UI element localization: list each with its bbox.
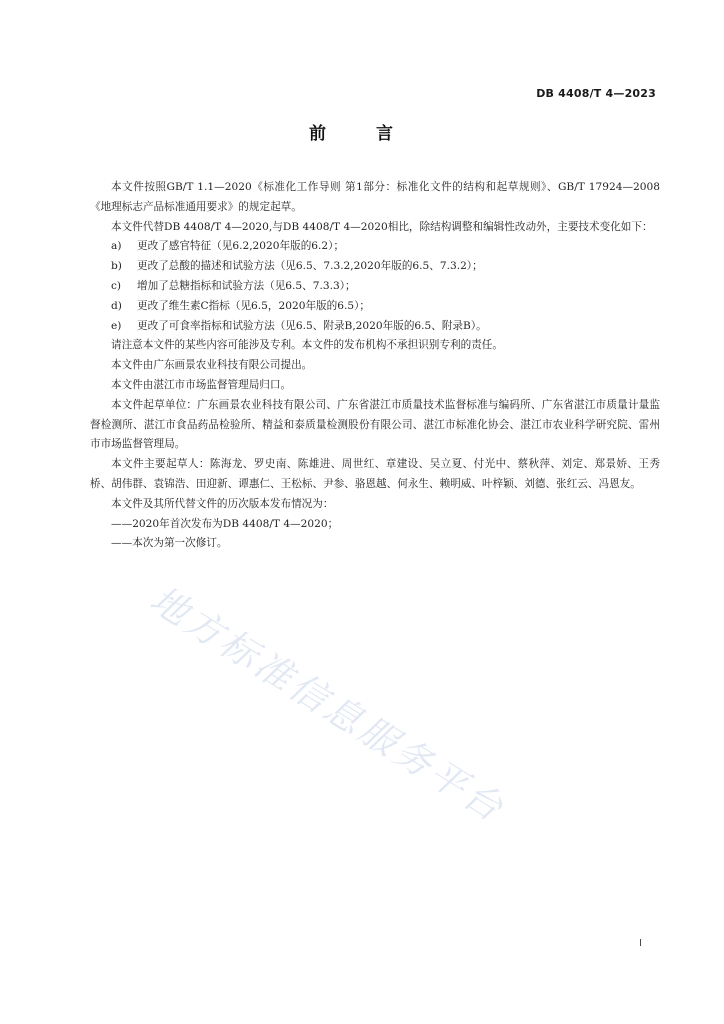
change-item-marker: e) — [111, 319, 122, 332]
change-item-text: 更改了维生素C指标（见6.5，2020年版的6.5）； — [137, 299, 370, 312]
page-number: I — [639, 938, 642, 949]
paragraph-proposer: 本文件由广东画景农业科技有限公司提出。 — [111, 359, 313, 372]
change-item-text: 更改了可食率指标和试验方法（见6.5、附录B,2020年版的6.5、附录B）。 — [137, 319, 487, 332]
watermark: 地方标准信息服务平台 — [142, 577, 513, 832]
paragraph-history-intro: 本文件及其所代替文件的历次版本发布情况为： — [111, 497, 334, 510]
change-item-text: 增加了总糖指标和试验方法（见6.5、7.3.3）； — [137, 279, 356, 292]
change-item-e — [90, 317, 660, 337]
change-item-d — [90, 297, 660, 317]
paragraph-drafting-rules: 本文件按照GB/T 1.1—2020《标准化工作导则 第1部分：标准化文件的结构和起草规则》、GB/T 17924—2008《地理标志产品标准通用要求》的规定起草。 — [90, 181, 660, 213]
history-item: ——本次为第一次修订。 — [111, 537, 228, 550]
page-title: 前 言 — [309, 124, 415, 144]
change-item-marker: d) — [111, 299, 122, 312]
change-item-text: 更改了总酸的描述和试验方法（见6.5、7.3.2,2020年版的6.5、7.3.2）； — [137, 260, 483, 273]
paragraph-drafting-units: 本文件起草单位：广东画景农业科技有限公司、广东省湛江市质量技术监督标准与编码所、广东省湛江市质量计量监督检测所、湛江市食品药品检验所、精益和泰质量检测股份有限公司、湛江市标准化协会、湛江市农业科学研究院、雷州市市场监督管理局。 — [90, 398, 660, 451]
history-item: ——2020年首次发布为DB 4408/T 4—2020； — [111, 517, 339, 530]
paragraph-administrator: 本文件由湛江市市场监督管理局归口。 — [111, 378, 292, 391]
change-item-b — [90, 257, 660, 277]
document-code: DB 4408/T 4—2023 — [536, 87, 656, 100]
foreword-body — [90, 178, 660, 554]
change-item-a — [90, 237, 660, 257]
paragraph-patent-notice: 请注意本文件的某些内容可能涉及专利。本文件的发布机构不承担识别专利的责任。 — [111, 339, 503, 352]
change-item-c — [90, 277, 660, 297]
paragraph-replacement: 本文件代替DB 4408/T 4—2020,与DB 4408/T 4—2020相比，除结构调整和编辑性改动外，主要技术变化如下： — [111, 220, 653, 233]
change-item-marker: b) — [111, 260, 122, 273]
change-item-text: 更改了感官特征（见6.2,2020年版的6.2）； — [137, 240, 345, 253]
paragraph-drafters: 本文件主要起草人：陈海龙、罗史南、陈雄进、周世红、章建设、吴立夏、付光中、蔡秋萍、刘定、郑景娇、王秀桥、胡伟群、袁锦浩、田迎新、谭惠仁、王松标、尹参、骆恩越、何永生、赖明威、叶梓颖、刘德、张红云、冯恩友。 — [90, 458, 660, 490]
change-item-marker: c) — [111, 279, 122, 292]
change-item-marker: a) — [111, 240, 122, 253]
